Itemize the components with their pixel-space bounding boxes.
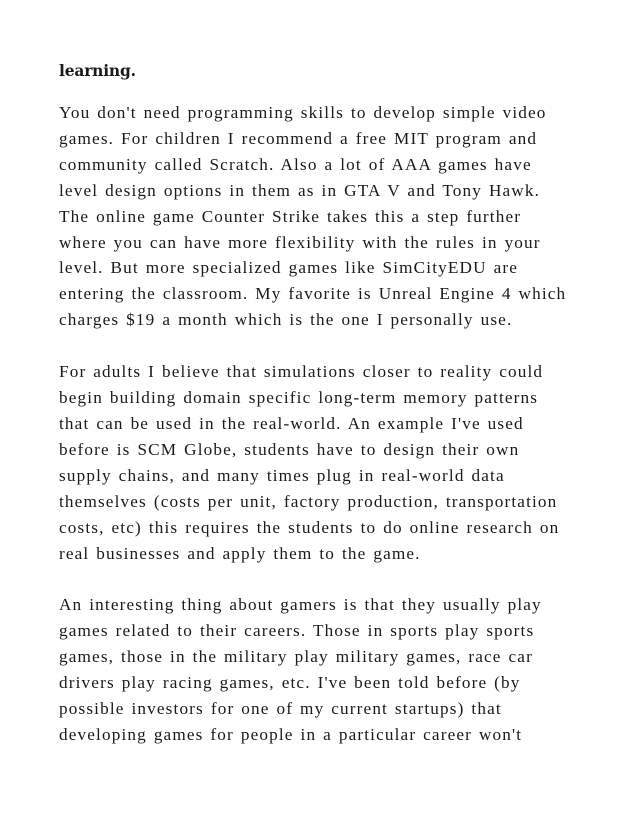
text-line: You don't need programming skills to develop simple video (59, 103, 547, 122)
text-line: costs, etc) this requires the students to do online research on (59, 517, 560, 537)
text-line: that can be used in the real-world. An example I've used (59, 413, 524, 433)
text-line: before is SCM Globe, students have to design their own (59, 439, 520, 459)
text-line: games related to their careers. Those in sports play sports (59, 621, 535, 641)
paragraph-adult-simulations (59, 359, 598, 566)
text-line: level. But more specialized games like SimCityEDU are (59, 258, 519, 278)
text-line: real businesses and apply them to the game. (59, 543, 421, 563)
text-line: community called Scratch. Also a lot of AAA games have (59, 154, 532, 174)
text-line: possible investors for one of my current startups) that (59, 699, 502, 719)
text-line: supply chains, and many times plug in real-world data (59, 465, 505, 485)
text-line: themselves (costs per unit, factory production, transportation (59, 491, 558, 511)
text-line: drivers play racing games, etc. I've been told before (by (59, 673, 521, 693)
text-line: The online game Counter Strike takes this a step further (59, 206, 522, 226)
text-line: games, those in the military play military games, race car (59, 647, 533, 667)
text-line: charges $19 a month which is the one I personally use. (59, 310, 513, 330)
continued-word: learning. (59, 61, 136, 80)
text-line: developing games for people in a particular career won't (59, 724, 523, 744)
text-line: For adults I believe that simulations closer to reality could (59, 362, 544, 382)
paragraph-gamers-careers (59, 592, 598, 747)
text-line: entering the classroom. My favorite is Unreal Engine 4 which (59, 284, 567, 304)
text-line: level design options in them as in GTA V and Tony Hawk. (59, 180, 541, 200)
text-line: where you can have more flexibility with the rules in your (59, 232, 541, 252)
text-line: An interesting thing about gamers is that they usually play (59, 595, 542, 615)
text-line: begin building domain specific long-term memory patterns (59, 388, 539, 408)
text-line: games. For children I recommend a free MIT program and (59, 128, 538, 148)
paragraph-scratch-games (59, 100, 598, 333)
